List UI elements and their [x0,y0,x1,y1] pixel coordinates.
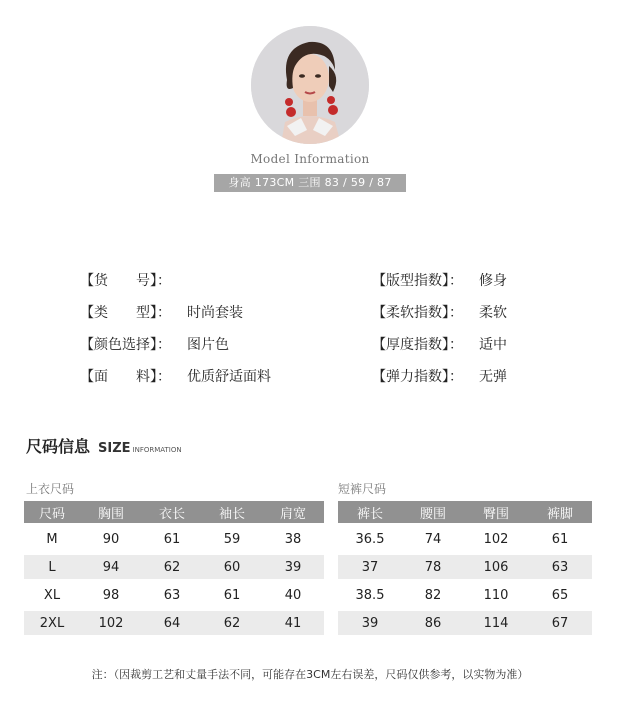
table-cell: L [24,555,80,579]
info-row-fit [372,270,507,290]
size-title-en-small: INFORMATION [132,446,182,454]
table-row [24,611,324,635]
table-cell: 41 [262,611,324,635]
measurement-note: 注：（因裁剪工艺和丈量手法不同，可能存在3CM左右误差，尺码仅供参考，以实物为准） [91,668,529,681]
info-label: 【版型指数】： [372,273,463,289]
info-row-fabric [80,366,271,386]
info-value: 柔软 [479,305,507,321]
table-cell: 38 [284,531,302,547]
table-cell: 86 [402,611,464,635]
model-portrait-image [251,26,369,144]
table-cell: 62 [202,611,262,635]
info-value: 时尚套装 [187,305,243,321]
info-value: 无弹 [479,369,507,385]
table-cell: 40 [284,587,302,603]
model-portrait [251,26,369,144]
table-cell: 39 [338,611,402,635]
table-row [24,583,324,607]
table-cell: 61 [551,531,569,547]
info-row-thickness [372,334,507,354]
info-label: 【弹力指数】： [372,369,463,385]
shorts-size-table [338,497,592,639]
table-cell: 67 [528,611,592,635]
table-row [24,555,324,579]
table-cell: 36.5 [355,531,385,547]
table-cell: 78 [402,555,464,579]
table-cell: 61 [223,587,241,603]
model-title: Model Information [250,152,370,166]
model-stats: 身高 173CM 三围 83 / 59 / 87 [214,174,406,192]
size-title-en: SIZE [98,441,131,456]
top-table-label: 上衣尺码 [26,482,75,496]
info-row-softness [372,302,507,322]
header-cell: 尺码 [24,501,80,523]
table-cell: 74 [424,531,442,547]
header-cell: 胸围 [80,501,142,523]
info-label: 【货 号】： [80,273,171,289]
table-cell: 65 [551,587,569,603]
info-row-type [80,302,243,322]
table-cell: 82 [424,587,442,603]
header-cell: 衣长 [142,501,202,523]
header-cell: 裤脚 [528,501,592,523]
table-cell: M [46,531,58,547]
shorts-table-label: 短裤尺码 [338,482,387,496]
info-label: 【颜色选择】： [80,337,171,353]
table-cell: 106 [464,555,528,579]
table-header-row [338,501,592,523]
table-cell: 37 [338,555,402,579]
table-cell: 63 [163,587,181,603]
info-row-color [80,334,229,354]
table-row [338,555,592,579]
table-cell: 90 [102,531,120,547]
table-cell: 62 [142,555,202,579]
table-cell: 39 [262,555,324,579]
info-value: 图片色 [187,337,229,353]
info-row-item-number [80,270,187,290]
header-cell: 臀围 [464,501,528,523]
header-cell: 肩宽 [262,501,324,523]
top-size-table [24,497,324,639]
table-cell: 59 [223,531,241,547]
header-cell: 袖长 [202,501,262,523]
info-label: 【柔软指数】： [372,305,463,321]
info-row-elasticity [372,366,507,386]
table-cell: XL [43,587,61,603]
table-cell: 114 [464,611,528,635]
table-cell: 63 [528,555,592,579]
table-cell: 102 [483,531,509,547]
table-cell: 102 [80,611,142,635]
table-header-row [24,501,324,523]
info-value: 修身 [479,273,507,289]
table-cell: 60 [202,555,262,579]
model-section [0,0,620,200]
table-cell: 2XL [24,611,80,635]
info-value: 优质舒适面料 [187,369,271,385]
table-row [338,527,592,551]
header-cell: 腰围 [402,501,464,523]
table-cell: 61 [163,531,181,547]
table-cell: 110 [483,587,509,603]
table-cell: 94 [80,555,142,579]
table-row [338,611,592,635]
info-label: 【面 料】： [80,369,171,385]
header-cell: 裤长 [338,501,402,523]
table-row [24,527,324,551]
product-info [0,262,620,402]
table-cell: 64 [142,611,202,635]
info-label: 【类 型】： [80,305,171,321]
table-row [338,583,592,607]
info-value: 适中 [479,337,507,353]
size-heading [26,434,182,457]
table-cell: 38.5 [355,587,385,603]
info-label: 【厚度指数】： [372,337,463,353]
size-title-cn: 尺码信息 [26,437,91,456]
table-cell: 98 [102,587,120,603]
